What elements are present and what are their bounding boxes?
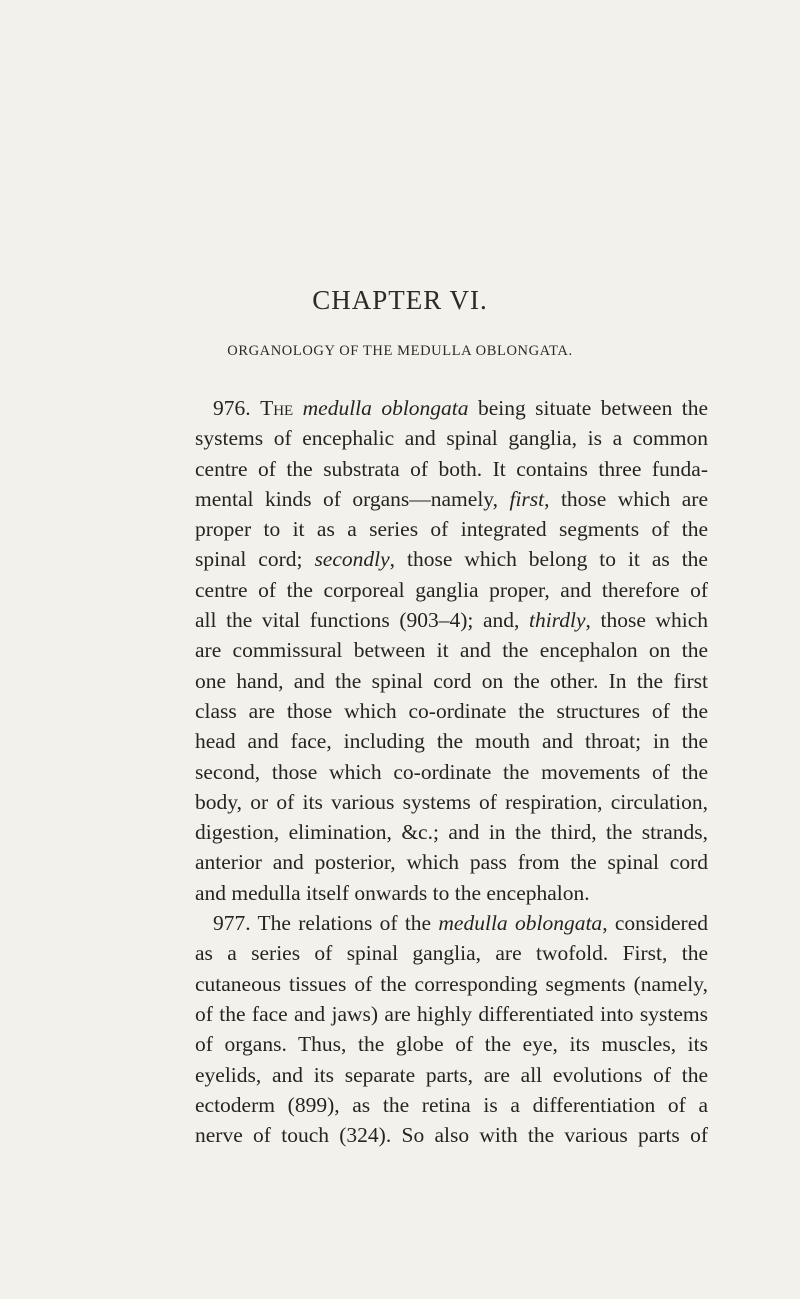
text-segment: anterior and posterior, which pass from the spinal cord <box>195 850 708 875</box>
italic-text: thirdly <box>528 608 586 633</box>
text-line <box>195 969 708 999</box>
text-segment: 976. <box>213 396 261 420</box>
text-segment: body, or of its various systems of respiration, circulation, <box>195 789 708 814</box>
text-segment <box>293 396 302 420</box>
text-segment: being situate between the <box>468 396 708 420</box>
text-segment: centre of the substrata of both. It contains three funda- <box>195 456 708 481</box>
text-segment: head and face, including the mouth and throat; in the <box>195 729 708 754</box>
text-line <box>195 1090 708 1120</box>
text-segment: are commissural between it and the encephalon on the <box>195 638 708 663</box>
text-line <box>195 666 708 696</box>
text-segment: nerve of touch (324). So also with the various parts of <box>195 1123 708 1148</box>
italic-text: medulla oblongata <box>302 396 469 420</box>
text-segment: class are those which co-ordinate the structures of the <box>195 698 708 723</box>
body-text <box>195 393 708 1150</box>
text-segment: centre of the corporeal ganglia proper, and therefore of <box>195 577 708 602</box>
chapter-subtitle: ORGANOLOGY OF THE MEDULLA OBLONGATA. <box>227 343 573 359</box>
text-line <box>195 817 708 847</box>
text-segment: digestion, elimination, &c.; and in the third, the strands, <box>195 820 708 845</box>
text-segment: , considered <box>602 911 708 936</box>
italic-text: secondly <box>314 547 390 572</box>
text-segment: systems of encephalic and spinal ganglia, is a common <box>195 426 708 451</box>
text-line <box>195 423 708 453</box>
text-segment: spinal cord; <box>195 547 315 572</box>
text-line <box>195 757 708 787</box>
text-line <box>195 605 708 635</box>
text-line <box>195 544 708 574</box>
text-line <box>195 635 708 665</box>
text-line <box>195 1060 708 1090</box>
text-segment: of organs. Thus, the globe of the eye, its muscles, its <box>195 1032 708 1057</box>
text-segment: mental kinds of organs—namely, <box>195 486 510 511</box>
text-segment: 977. The relations of the <box>213 911 439 936</box>
text-line <box>195 1120 708 1150</box>
text-line <box>195 787 708 817</box>
text-line <box>195 454 708 484</box>
text-segment: , those which are <box>544 486 708 511</box>
text-segment: ectoderm (899), as the retina is a differentiation of a <box>195 1092 708 1117</box>
text-line <box>195 393 708 423</box>
text-segment: , those which belong to it as the <box>389 547 708 572</box>
chapter-title: CHAPTER VI. <box>312 285 488 315</box>
text-line <box>195 878 708 908</box>
italic-text: medulla oblongata <box>438 911 603 936</box>
text-segment: , those which <box>585 608 708 633</box>
text-segment: proper to it as a series of integrated segments of the <box>195 517 708 542</box>
text-line <box>195 999 708 1029</box>
text-segment: cutaneous tissues of the corresponding segments (namely, <box>195 971 708 996</box>
text-line <box>195 908 708 938</box>
text-segment: and medulla itself onwards to the encephalon. <box>195 880 590 905</box>
text-line <box>195 1029 708 1059</box>
text-segment: of the face and jaws) are highly differentiated into systems <box>195 1001 708 1026</box>
text-segment: eyelids, and its separate parts, are all evolutions of the <box>195 1062 708 1087</box>
text-segment: as a series of spinal ganglia, are twofold. First, the <box>195 941 708 966</box>
text-line <box>195 938 708 968</box>
smallcaps-text: The <box>260 396 294 420</box>
text-line <box>195 726 708 756</box>
text-line <box>195 484 708 514</box>
text-segment: second, those which co-ordinate the movements of the <box>195 759 708 784</box>
text-line <box>195 575 708 605</box>
text-segment: all the vital functions (903–4); and, <box>195 608 529 633</box>
text-line <box>195 514 708 544</box>
italic-text: first <box>509 486 545 511</box>
text-segment: one hand, and the spinal cord on the other. In the first <box>195 668 708 693</box>
text-line <box>195 696 708 726</box>
text-line <box>195 847 708 877</box>
